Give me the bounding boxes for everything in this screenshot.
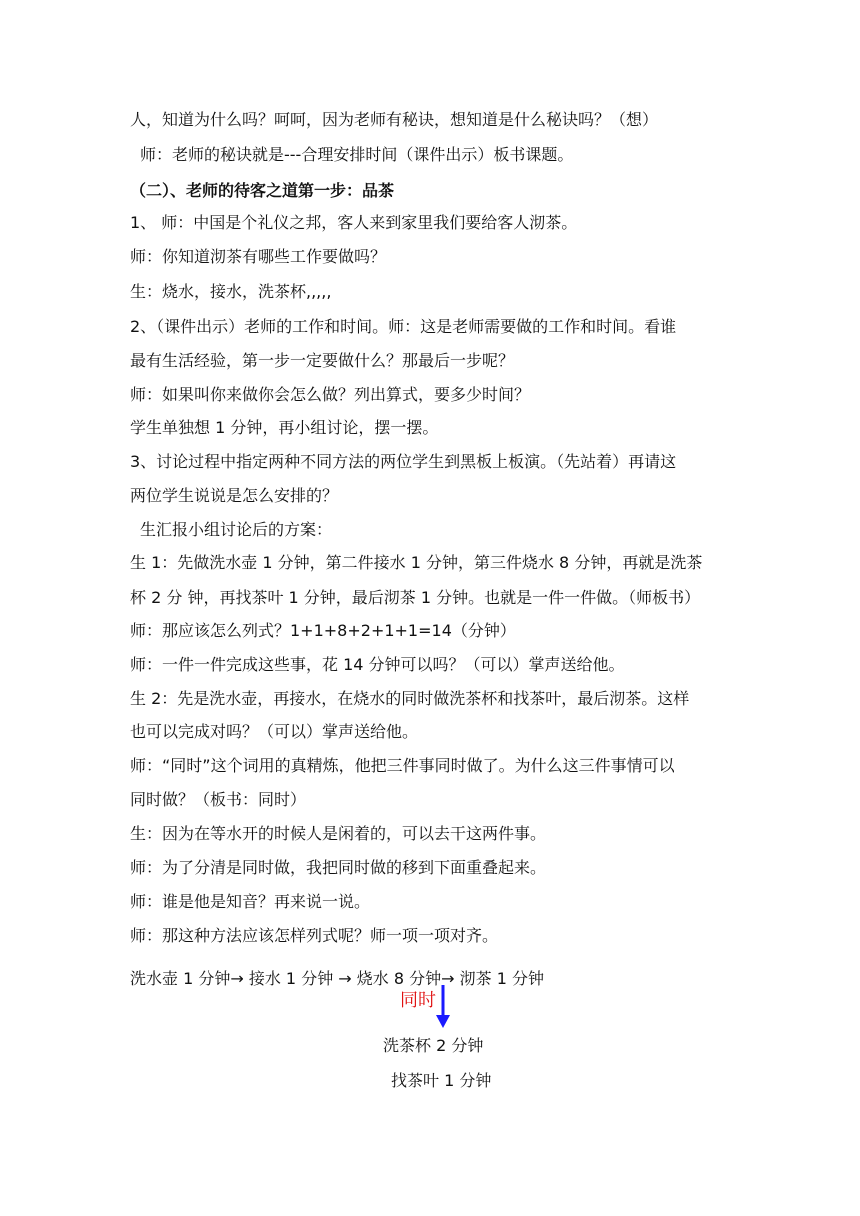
text-line: 学生单独想 1 分钟，再小组讨论，摆一摆。	[130, 418, 439, 437]
simultaneous-label: 同时	[400, 990, 436, 1011]
text-line: 3、讨论过程中指定两种不同方法的两位学生到黑板上板演。（先站着）再请这	[130, 452, 677, 471]
text-line: 生 2：先是洗水壶，再接水，在烧水的同时做洗茶杯和找茶叶，最后沏茶。这样	[130, 689, 690, 708]
text-line: 师：“同时”这个词用的真精炼，他把三件事同时做了。为什么这三件事情可以	[130, 756, 675, 775]
text-line: 人，知道为什么吗？呵呵，因为老师有秘诀，想知道是什么秘诀吗？（想）	[130, 110, 659, 129]
flow-main-steps: 洗水壶 1 分钟→ 接水 1 分钟 → 烧水 8 分钟→ 沏茶 1 分钟	[130, 969, 544, 988]
text-line: 师：那应该怎么列式？1+1+8+2+1+1=14（分钟）	[130, 621, 516, 640]
text-line: 也可以完成对吗？（可以）掌声送给他。	[130, 722, 419, 741]
flow-sub-step: 找茶叶 1 分钟	[391, 1071, 492, 1090]
text-line: 师：为了分清是同时做，我把同时做的移到下面重叠起来。	[130, 858, 547, 877]
text-line: 2、（课件出示）老师的工作和时间。师：这是老师需要做的工作和时间。看谁	[130, 317, 677, 336]
text-line: 师：老师的秘诀就是---合理安排时间（课件出示）板书课题。	[140, 145, 574, 164]
text-line: 1、 师：中国是个礼仪之邦，客人来到家里我们要给客人沏茶。	[130, 213, 578, 232]
text-line: 最有生活经验，第一步一定要做什么？那最后一步呢？	[130, 351, 515, 370]
text-line: 两位学生说说是怎么安排的？	[130, 486, 339, 505]
text-line: 生汇报小组讨论后的方案：	[140, 520, 333, 539]
text-line: 师：谁是他是知音？再来说一说。	[130, 892, 371, 911]
text-line: 师：你知道沏茶有哪些工作要做吗？	[130, 247, 387, 266]
text-line: 同时做？（板书：同时）	[130, 790, 307, 809]
down-arrow-icon	[433, 985, 453, 1029]
section-heading: （二）、老师的待客之道第一步：品茶	[130, 181, 395, 200]
text-line: 杯 2 分 钟，再找茶叶 1 分钟，最后沏茶 1 分钟。也就是一件一件做。（师板书）	[130, 588, 701, 607]
text-line: 生：因为在等水开的时候人是闲着的，可以去干这两件事。	[130, 824, 547, 843]
text-line: 生：烧水，接水，洗茶杯,,,,,	[130, 282, 332, 301]
text-line: 生 1：先做洗水壶 1 分钟，第二件接水 1 分钟，第三件烧水 8 分钟，再就是洗茶	[130, 553, 703, 572]
flow-sub-step: 洗茶杯 2 分钟	[383, 1036, 484, 1055]
text-line: 师：一件一件完成这些事，花 14 分钟可以吗？（可以）掌声送给他。	[130, 655, 625, 674]
text-line: 师：如果叫你来做你会怎么做？列出算式，要多少时间？	[130, 385, 531, 404]
text-line: 师：那这种方法应该怎样列式呢？师一项一项对齐。	[130, 926, 499, 945]
